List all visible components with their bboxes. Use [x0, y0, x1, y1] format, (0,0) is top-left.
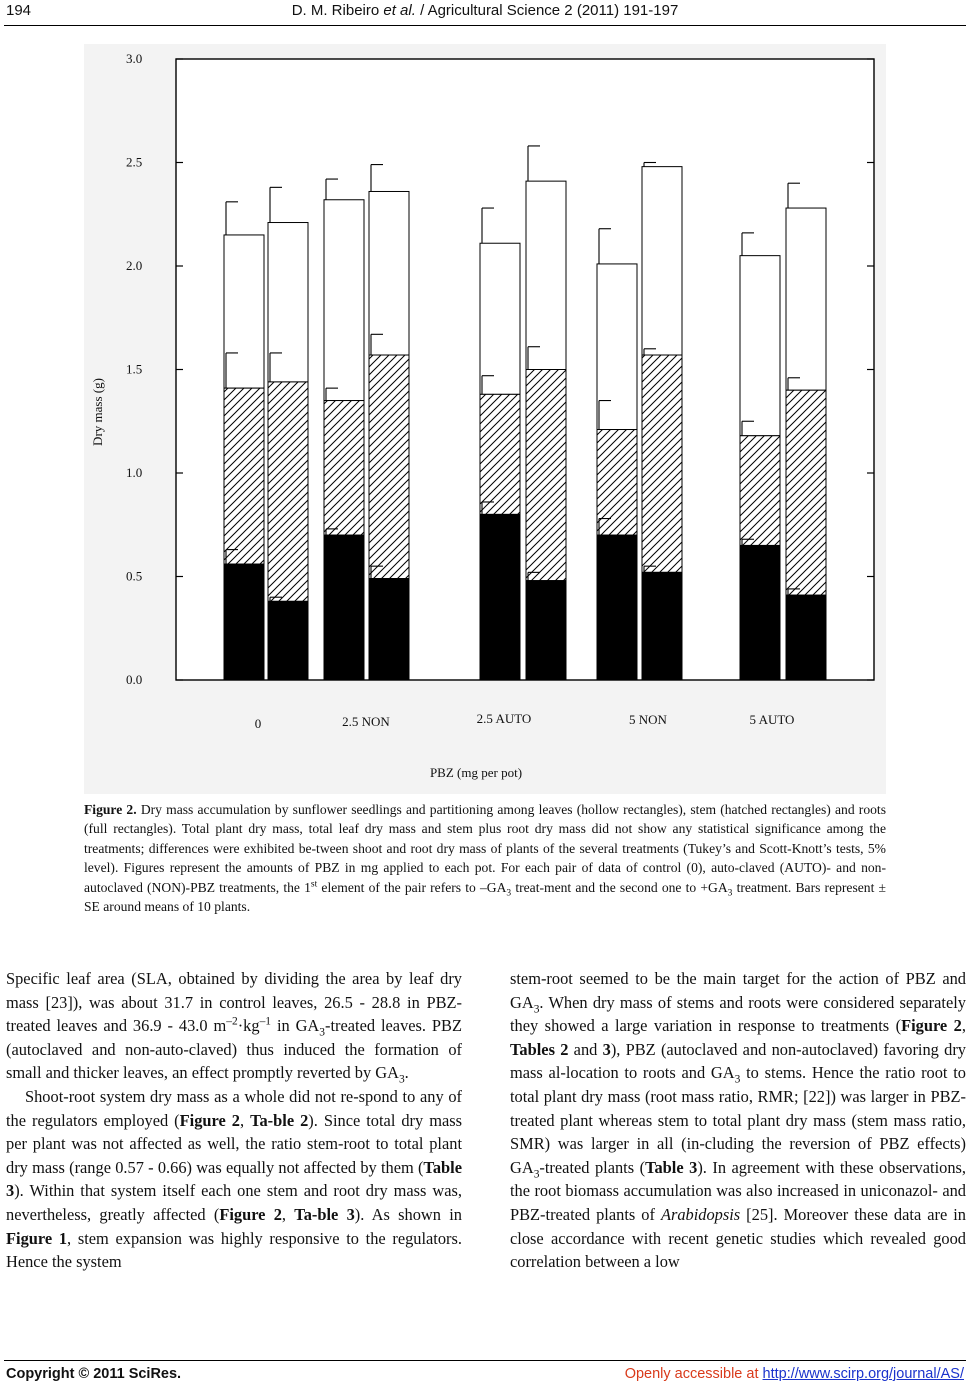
- figure-caption: [84, 800, 886, 916]
- text-run: ). As shown in: [354, 1204, 462, 1224]
- citation-etal: et al.: [383, 2, 416, 19]
- figure-ref[interactable]: Figure 2: [219, 1204, 282, 1224]
- caption-sub-3b: 3: [727, 888, 733, 899]
- text-run: , stem expansion was highly responsive to the regulators. Hence the system: [6, 1228, 462, 1272]
- y-tick-label: 2.0: [126, 258, 143, 273]
- y-tick-label: 2.5: [126, 154, 143, 170]
- stem-bar: [597, 430, 637, 536]
- leaf-bar: [369, 191, 409, 355]
- text-run: stem-root seemed to be the main target for the action of PBZ and GA: [510, 969, 966, 1012]
- table-ref[interactable]: Table 3: [6, 1157, 462, 1201]
- subscript: 3: [319, 1026, 326, 1039]
- root-bar: [369, 579, 409, 680]
- leaf-bar: [268, 223, 308, 382]
- text-run: ·kg: [237, 1016, 260, 1036]
- subscript: 3: [533, 1168, 540, 1181]
- page-number: 194: [6, 2, 32, 19]
- stem-bar: [526, 370, 566, 581]
- citation-journal: / Agricultural Science 2 (2011) 191-197: [415, 2, 679, 19]
- leaf-bar: [786, 208, 826, 390]
- y-tick-label: 0.5: [126, 568, 143, 584]
- species-name: Arabidopsis: [660, 1204, 741, 1224]
- y-tick-label: 1.5: [126, 361, 143, 377]
- root-bar: [597, 535, 637, 680]
- paragraph-stem-root: [510, 967, 966, 1274]
- table-ref[interactable]: 3: [602, 1039, 611, 1059]
- y-tick-label: 1.0: [126, 465, 143, 480]
- caption-text-2: element of the pair refers to –GA: [317, 879, 507, 895]
- root-bar: [480, 514, 520, 680]
- open-access-notice: [625, 1366, 964, 1382]
- running-citation: [6, 2, 964, 19]
- stem-bar: [268, 382, 308, 601]
- leaf-bar: [324, 200, 364, 401]
- citation-authors: D. M. Ribeiro: [291, 2, 384, 19]
- figure-ref[interactable]: Figure 2: [901, 1016, 962, 1036]
- paragraph-shoot-root: [6, 1085, 462, 1274]
- leaf-bar: [597, 264, 637, 430]
- caption-text-1: Dry mass accumulation by sunflower seedlings and partitioning among leaves (hollow rectangles), stem (hatched rectangles) and roots (full rectangles). Total plant dry mass, total leaf dry mass and stem plus root dry mass did not show any statistical significance among the treatments; differences were exhibited be-tween shoot and root dry mass of plants of the several treatments (Tukey’s and Scott-Knott’s tests, 5% level). Figures represent the amounts of PBZ in mg applied to each pot. For each pair of data of control (0), auto-claved (AUTO)- and non-autoclaved (NON)-PBZ treatments, the 1: [84, 802, 886, 895]
- superscript: –1: [259, 1015, 272, 1028]
- text-run: ), PBZ (autoclaved and non-autoclaved) favoring dry mass al-location to roots and GA: [510, 1039, 966, 1083]
- stem-bar: [786, 390, 826, 595]
- table-ref[interactable]: Ta-ble 3: [294, 1204, 355, 1224]
- text-run: in GA: [271, 1016, 320, 1036]
- copyright-notice: Copyright © 2011 SciRes.: [6, 1366, 182, 1382]
- text-run: Shoot-root system dry mass as a whole did not re-spond to any of the regulators employed (: [6, 1086, 462, 1130]
- x-category-label: 2.5 NON: [342, 714, 390, 729]
- text-run: -treated leaves. PBZ (autoclaved and non-auto-claved) thus induced the formation of small and thicker leaves, an effect promptly reverted by GA: [6, 1016, 462, 1083]
- x-category-label: 0: [254, 716, 262, 731]
- leaf-bar: [740, 256, 780, 436]
- y-axis-label: Dry mass (g): [90, 378, 105, 446]
- text-run: and: [568, 1039, 603, 1059]
- stem-bar: [480, 394, 520, 514]
- stem-bar: [324, 401, 364, 536]
- caption-sup-st: st: [310, 879, 318, 890]
- text-run: to stems. Hence the ratio root to total plant dry mass (root mass ratio, RMR; [22]) was larger in PBZ-treated plant whereas stem to total plant dry mass (stem mass ratio, SMR) was larger in all (in-cluding the reversion of PBZ effects) GA: [510, 1063, 966, 1177]
- root-bar: [324, 535, 364, 680]
- figure-ref[interactable]: Figure 1: [6, 1228, 68, 1248]
- text-run: ). In agreement with these observations, the root biomass accumulation was also increased in uniconazol- and PBZ-treated plants of: [510, 1157, 966, 1224]
- leaf-bar: [224, 235, 264, 388]
- caption-text-3: treat-ment and the second one to +GA: [511, 879, 728, 895]
- figure-label: Figure 2.: [84, 802, 137, 817]
- x-category-label: 2.5 AUTO: [476, 711, 532, 726]
- page-header: [6, 2, 964, 24]
- paragraph-sla: [6, 967, 462, 1085]
- subscript: 3: [734, 1073, 741, 1086]
- stem-bar: [369, 355, 409, 579]
- x-category-label: 5 NON: [629, 712, 667, 727]
- subscript: 3: [398, 1073, 405, 1086]
- stem-bar: [642, 355, 682, 572]
- text-run: [25]. Moreover these data are in close accordance with recent genetic studies which revealed good correlation between a low: [510, 1204, 966, 1272]
- stem-bar: [224, 388, 264, 564]
- text-run: ). Within that system itself each one stem and root dry mass was, nevertheless, greatly affected (: [6, 1181, 462, 1224]
- root-bar: [786, 595, 826, 680]
- table-ref[interactable]: Table 3: [645, 1157, 698, 1177]
- open-access-text: Openly accessible at: [624, 1366, 763, 1382]
- x-category-label: 5 AUTO: [749, 712, 795, 727]
- leaf-bar: [642, 167, 682, 355]
- root-bar: [224, 564, 264, 680]
- dry-mass-chart: [84, 44, 886, 794]
- caption-sub-3a: 3: [506, 888, 512, 899]
- text-run: ). Since total dry mass per plant was not affected as well, the ratio stem-root to total plant dry mass (range 0.57 - 0.66) was equally not affected by them (: [6, 1110, 462, 1177]
- x-axis-label: PBZ (mg per pot): [429, 765, 523, 780]
- header-rule: [4, 25, 966, 26]
- root-bar: [268, 601, 308, 680]
- table-ref[interactable]: Tables 2: [510, 1039, 569, 1059]
- journal-link[interactable]: http://www.scirp.org/journal/AS/: [762, 1366, 964, 1382]
- root-bar: [740, 545, 780, 680]
- page-footer: [6, 1366, 964, 1386]
- root-bar: [642, 572, 682, 680]
- table-ref[interactable]: Ta-ble 2: [250, 1110, 309, 1130]
- y-tick-label: 3.0: [126, 51, 143, 66]
- text-run: ,: [239, 1110, 251, 1130]
- text-run: -treated plants (: [539, 1157, 646, 1177]
- left-column: [6, 967, 462, 1274]
- text-run: .: [404, 1063, 409, 1083]
- text-run: ,: [281, 1204, 295, 1224]
- text-run: . When dry mass of stems and roots were considered separately they showed a large variation in response to treatments (: [510, 992, 966, 1036]
- leaf-bar: [526, 181, 566, 369]
- right-column: [510, 967, 966, 1274]
- superscript: –2: [226, 1015, 238, 1028]
- leaf-bar: [480, 243, 520, 394]
- caption-text-4: treatment. Bars represent ± SE around means of 10 plants.: [84, 879, 886, 915]
- subscript: 3: [533, 1002, 540, 1015]
- text-run: Specific leaf area (SLA, obtained by dividing the area by leaf dry mass [23]), was about 31.7 in control leaves, 26.5 - 28.8 in PBZ-treated leaves and 36.9 - 43.0 m: [6, 969, 462, 1036]
- footer-rule: [4, 1360, 966, 1361]
- text-run: ,: [961, 1016, 966, 1036]
- stem-bar: [740, 436, 780, 546]
- figure-ref[interactable]: Figure 2: [179, 1110, 240, 1130]
- root-bar: [526, 581, 566, 680]
- y-tick-label: 0.0: [126, 672, 143, 687]
